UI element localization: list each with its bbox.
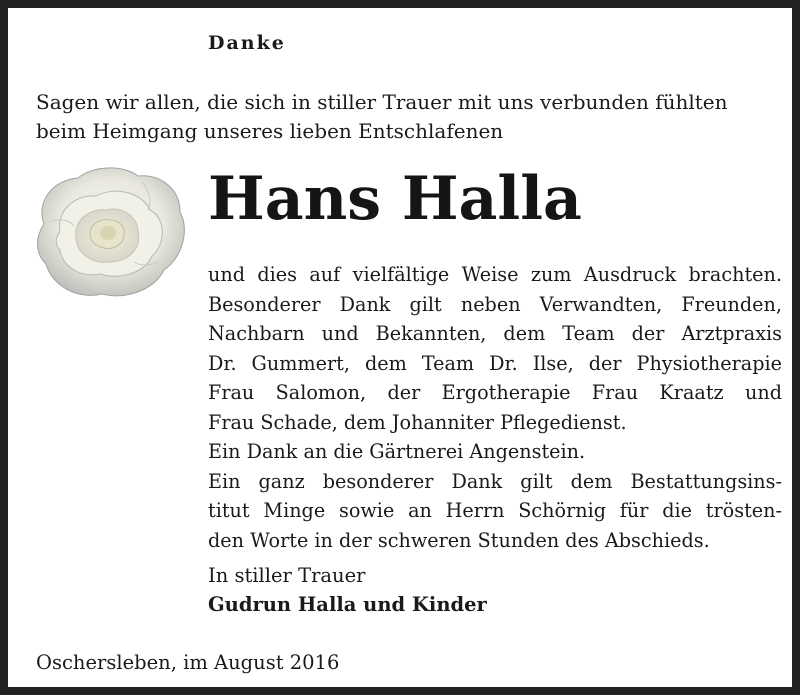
thanks-line: Dr. Gummert, dem Team Dr. Ilse, der Physiotherapie	[208, 351, 782, 375]
thanks-line: titut Minge sowie an Herrn Schörnig für die trösten-	[208, 499, 782, 522]
intro-line: Sagen wir allen, die sich in stiller Trauer mit uns verbunden fühlten	[36, 90, 728, 114]
thanks-line: Nachbarn und Bekannten, dem Team der Arztpraxis	[208, 322, 782, 345]
thanks-line: Besonderer Dank gilt neben Verwandten, Freunden,	[208, 292, 782, 316]
thanks-line: Frau Schade, dem Johanniter Pflegedienst.	[208, 410, 627, 434]
intro-text	[36, 88, 786, 146]
intro-line: beim Heimgang unseres lieben Entschlafenen	[36, 119, 504, 143]
signature-intro: In stiller Trauer	[208, 564, 366, 587]
thanks-line: Ein ganz besonderer Dank gilt dem Bestattungsins-	[208, 469, 782, 493]
thanks-line: den Worte in der schweren Stunden des Abschieds.	[208, 528, 710, 552]
notice-heading: Danke	[208, 32, 286, 54]
place-date: Oschersleben, im August 2016	[36, 651, 340, 674]
white-rose-image	[30, 162, 190, 302]
thanks-line: Frau Salomon, der Ergotherapie Frau Kraatz und	[208, 381, 782, 404]
deceased-name: Hans Halla	[208, 164, 582, 234]
thanks-line: Ein Dank an die Gärtnerei Angenstein.	[208, 440, 586, 463]
thanks-text	[208, 260, 782, 555]
signature-name: Gudrun Halla und Kinder	[208, 593, 487, 616]
thanks-line: und dies auf vielfältige Weise zum Ausdruck brachten.	[208, 263, 782, 286]
